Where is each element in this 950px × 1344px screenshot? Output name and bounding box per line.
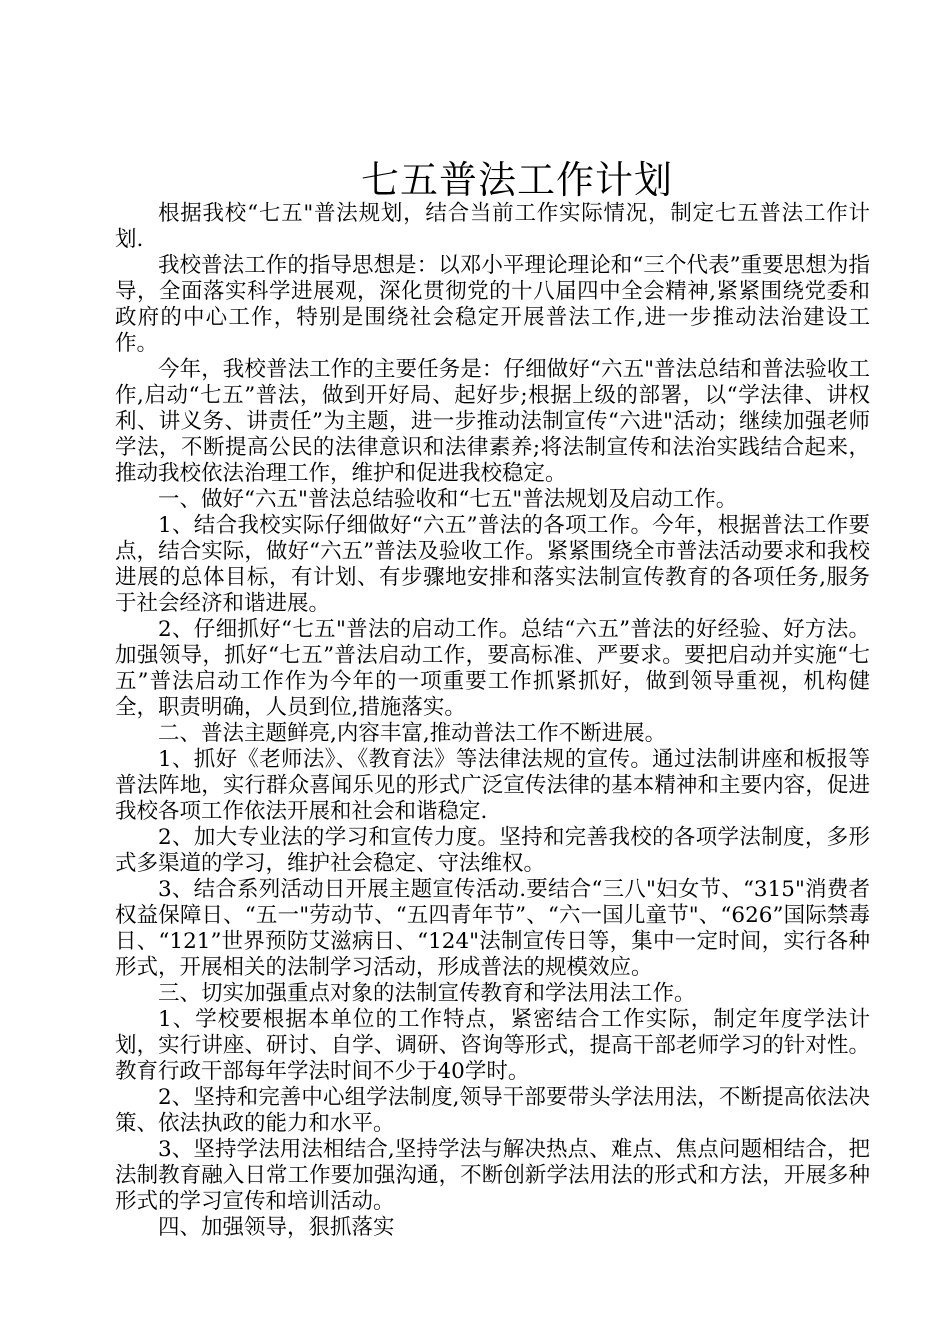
document-title <box>115 154 950 206</box>
paragraph-2-3: 3、结合系列活动日开展主题宣传活动.要结合“三八"妇女节、“315"消费者权益保障日、“五一"劳动节、“五四青年节”、“六一国儿童节"、“626”国际禁毒日、“121”世界预防艾滋病日、“124"法制宣传日等，集中一定时间，实行各种形式，开展相关的法制学习活动，形成普法的规模效应。 <box>115 877 870 980</box>
paragraph-3-2: 2、坚持和完善中心组学法制度,领导干部要带头学法用法，不断提高依法决策、依法执政的能力和水平。 <box>115 1085 870 1136</box>
document-title-text: 七五普法工作计划 <box>361 158 674 202</box>
paragraph-2-2: 2、加大专业法的学习和宣传力度。坚持和完善我校的各项学法制度，多形式多渠道的学习，维护社会稳定、守法维权。 <box>115 825 870 876</box>
section-heading-1: 一、做好“六五"普法总结验收和“七五"普法规划及启动工作。 <box>158 487 738 512</box>
paragraph-3-1: 1、学校要根据本单位的工作特点，紧密结合工作实际，制定年度学法计划，实行讲座、研讨、自学、调研、咨询等形式，提高干部老师学习的针对性。教育行政干部每年学法时间不少于40学时。 <box>115 1007 870 1084</box>
document-body <box>115 201 870 1241</box>
paragraph-main-tasks: 今年，我校普法工作的主要任务是：仔细做好“六五"普法总结和普法验收工作,启动“七五”普法，做到开好局、起好步;根据上级的部署，以“学法律、讲权利、讲义务、讲责任”为主题，进一步推动法制宣传“六进"活动；继续加强老师学法，不断提高公民的法律意识和法律素养;将法制宣传和法治实践结合起来，推动我校依法治理工作，维护和促进我校稳定。 <box>115 357 870 486</box>
paragraph-1-1: 1、结合我校实际仔细做好“六五”普法的各项工作。今年，根据普法工作要点，结合实际，做好“六五”普法及验收工作。紧紧围绕全市普法活动要求和我校进展的总体目标，有计划、有步骤地安排和落实法制宣传教育的各项任务,服务于社会经济和谐进展。 <box>115 513 870 616</box>
paragraph-3-3: 3、坚持学法用法相结合,坚持学法与解决热点、难点、焦点问题相结合，把法制教育融入日常工作要加强沟通，不断创新学法用法的形式和方法，开展多种形式的学习宣传和培训活动。 <box>115 1137 870 1214</box>
paragraph-guiding-ideology: 我校普法工作的指导思想是：以邓小平理论理论和“三个代表”重要思想为指导，全面落实科学进展观，深化贯彻党的十八届四中全会精神,紧紧围绕党委和政府的中心工作，特别是围绕社会稳定开展普法工作,进一步推动法治建设工作。 <box>115 253 870 356</box>
section-heading-2: 二、普法主题鲜亮,内容丰富,推动普法工作不断进展。 <box>158 721 667 746</box>
section-heading-4: 四、加强领导，狠抓落实 <box>158 1215 395 1240</box>
paragraph-1-2: 2、仔细抓好“七五"普法的启动工作。总结“六五”普法的好经验、好方法。加强领导，抓好“七五”普法启动工作，要高标准、严要求。要把启动并实施“七五”普法启动工作作为今年的一项重要工作抓紧抓好，做到领导重视，机构健全，职责明确，人员到位,措施落实。 <box>115 617 870 720</box>
section-heading-3: 三、切实加强重点对象的法制宣传教育和学法用法工作。 <box>158 981 696 1006</box>
paragraph-2-1: 1、抓好《老师法》、《教育法》等法律法规的宣传。通过法制讲座和板报等普法阵地，实行群众喜闻乐见的形式广泛宣传法律的基本精神和主要内容，促进我校各项工作依法开展和社会和谐稳定. <box>115 747 870 824</box>
paragraph-intro: 根据我校“七五"普法规划，结合当前工作实际情况，制定七五普法工作计划. <box>115 201 870 252</box>
